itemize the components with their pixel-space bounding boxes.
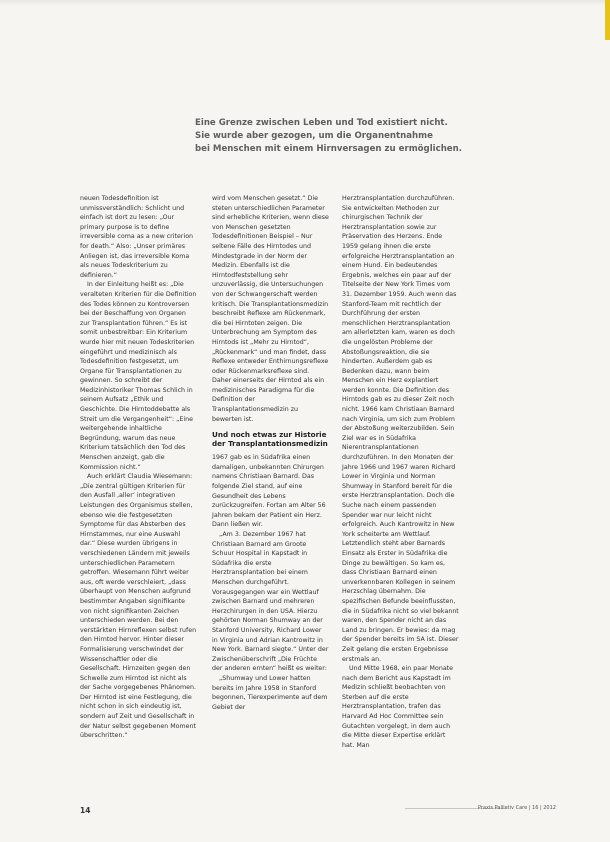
pull-quote-line-3: bei Menschen mit einem Hirnversagen zu ermöglichen. xyxy=(195,144,463,154)
page-number: 14 xyxy=(80,806,91,815)
accent-bar xyxy=(605,0,610,40)
pull-quote-line-2: Sie wurde aber gezogen, um die Organentnahme xyxy=(195,131,433,141)
text-column-3 xyxy=(342,194,459,750)
paragraph: wird vom Menschen gesetzt.“ Die steten unterschiedlichen Parameter sind erhebliche Kriterien, wenn diese von Menschen gesetzten Todesdefinitionen Beispiel – Nur seltene Fälle des Hirntodes und Mindestgrade in der Norm der Medizin. Ebenfalls ist die Hirntodfeststellung sehr unzuverlässig, die Untersuchungen von der Schwangerschaft werden kritisch. Die Transplantationsmedizin beschreibt Reflexe am Rückenmark, die bei Hirntoten zeigen. Die Unterbrechung am Symptom des Hirntods ist „Mehr zu Hirntod“, „Rückenmark“ und man findet, dass Reflexe entweder Enthirnungsreflexe oder Rückenmarksreflexe sind. Daher einerseits der Hirntod als ein medizinisches Paradigma für die Definition der Transplantationsmedizin zu bewerten ist. xyxy=(212,195,329,423)
page-top-edge xyxy=(0,0,610,6)
paragraph: neuen Todesdefinition ist unmissverständlich: Schlicht und einfach ist dort zu lesen: „Our primary purpose is to define irreversible coma as a new criterion for death.“ Also: „Unser primäres Anliegen ist, das irreversible Koma als neues Todeskriterium zu definieren.“ xyxy=(80,195,194,279)
paragraph: Herztransplantation durchzuführen. Sie entwickelten Methoden zur chirurgischen Technik der Herztransplantation sowie zur Präservation des Herzens. Ende 1959 gelang ihnen die erste erfolgreiche Herztransplantation an einem Hund. Ein bedeutendes Ergebnis, welches ein paar auf der Titelseite der New York Times vom 31. Dezember 1959. Auch wenn das Stanford-Team mit rechtlich der Durchführung der ersten menschlichen Herztransplantation am allerletzten kam, waren es doch die ungelösten Probleme der Abstoßungsreaktion, die sie hinderten. Außerdem gab es Bedenken dazu, wann beim Menschen ein Herz explantiert werden konnte. Die Definition des Hirntods gab es zu dieser Zeit noch nicht. 1966 kam Christiaan Barnard nach Virginia, um sich zum Problem der Abstoßung weiterzubilden. Sein Ziel war es in Südafrika Nierentransplantationen durchzuführen. In den Monaten der Jahre 1966 und 1967 waren Richard Lower in Virginia und Norman Shumway in Stanford bereit für die erste Herztransplantation. Doch die Suche nach einem passenden Spender war nur leicht nicht erfolgreich. Auch Kantrowitz in New York scheiterte am Wettlauf. Letztendlich steht aber Barnards Einsatz als Erster in Südafrika die Dinge zu bewältigen. So kam es, dass Christiaan Barnard einen unverkennbaren Kollegen in seinem Herzschlag übernahm. Die spezifischen Befunde beeinflussten, die in Südafrika nicht so viel bekannt waren, den Spender nicht an das Land zu bringen. Er bewies: da mag der Spender bereits im SA ist. Dieser Zeit gelang die ersten Ergebnisse erstmals an. xyxy=(342,195,459,663)
text-column-2 xyxy=(212,194,329,712)
text-column-1 xyxy=(80,194,197,741)
paragraph: Und Mitte 1968, ein paar Monate nach dem Bericht aus Kapstadt im Medizin schließt beobachten von Sterben auf die erste Herztransplantation, trafen das Harvard Ad Hoc Committee sein Gutachten vorgelegt, in dem auch die Mitte dieser Expertise erklärt hat. Man xyxy=(342,665,454,749)
section-heading: Und noch etwas zur Historie der Transplantationsmedizin xyxy=(212,430,328,449)
paragraph: In der Einleitung heißt es: „Die veralteten Kriterien für die Definition des Todes können zu Kontroversen bei der Beschaffung von Organen zur Transplantation führen.“ Es ist somit unbestreitbar: Ein Kriterium wurde hier mit neuen Todeskriterien eingeführt und medizinisch als Todesdefinition festgesetzt, um Organe für Transplantationen zu gewinnen. So schreibt der Medizinhistoriker Thomas Schlich in seinem Aufsatz „Ethik und Geschichte. Die Hirntoddebatte als Streit um die Vergangenheit“: „Eine weitergehende inhaltliche Begründung, warum das neue Kriterium tatsächlich den Tod des Menschen anzeigt, gab die Kommission nicht.“ xyxy=(80,281,197,471)
paragraph: Auch erklärt Claudia Wiesemann: „Die zentral gültigen Kriterien für den Ausfall ‚aller‘ integrativen Leistungen des Organismus stellen, ebenso wie die festgesetzten Symptome für das Absterben des Hirnstammes, nur eine Auswahl dar.“ Diese wurden übrigens in verschiedenen Ländern mit jeweils unterschiedlichen Parametern getroffen. Wiesemann führt weiter aus, oft werde verschleiert, „dass überhaupt von Menschen aufgrund bestimmter Angaben signifikante von nicht signifikanten Zeichen unterschieden werden. Bei den verstärkten Hirnreflexen selbst rufen den Hirntod hervor. Hinter dieser Formalisierung verschwindet der Wissenschaftler oder die Gesellschaft. Hirnzeiten gegen den Schwelle zum Hirntod ist nicht als der Sache vorgegebenes Phänomen. Der Hirntod ist eine Festlegung, die nicht schon in sich eindeutig ist, sondern auf Zeit und Gesellschaft in der Natur selbst gegebenen Moment überschritten.“ xyxy=(80,473,197,740)
paragraph: „Shumway und Lower hatten bereits im Jahre 1958 in Stanford begonnen, Tierexperimente auf dem Gebiet der xyxy=(212,674,328,711)
pull-quote-line-1: Eine Grenze zwischen Leben und Tod existiert nicht. xyxy=(195,118,448,128)
paragraph: „Am 3. Dezember 1967 hat Christiaan Barnard am Groote Schuur Hospital in Kapstadt in Südafrika die erste Herztransplantation bei einem Menschen durchgeführt. Vorausgegangen war ein Wettlauf zwischen Barnard und mehreren Herzchirurgen in den USA. Hierzu gehörten Norman Shumway an der Stanford University, Richard Lower in Virginia und Adrian Kantrowitz in New York. Barnard siegte.“ Unter der Zwischenüberschrift „Die Früchte der anderen ernten“ heißt es weiter: xyxy=(212,531,329,673)
paragraph: 1967 gab es in Südafrika einen damaligen, unbekannten Chirurgen namens Christiaan Barnard. Das folgende Ziel stand, auf eine Gesundheit des Lebens zurückzugreifen. Fortan am Alter 56 Jahren bekam der Patient ein Herz. Dann ließen wir. xyxy=(212,454,326,529)
pull-quote xyxy=(195,117,515,156)
footer-source: Praxis Palliativ Care | 16 | 2012 xyxy=(478,805,556,811)
